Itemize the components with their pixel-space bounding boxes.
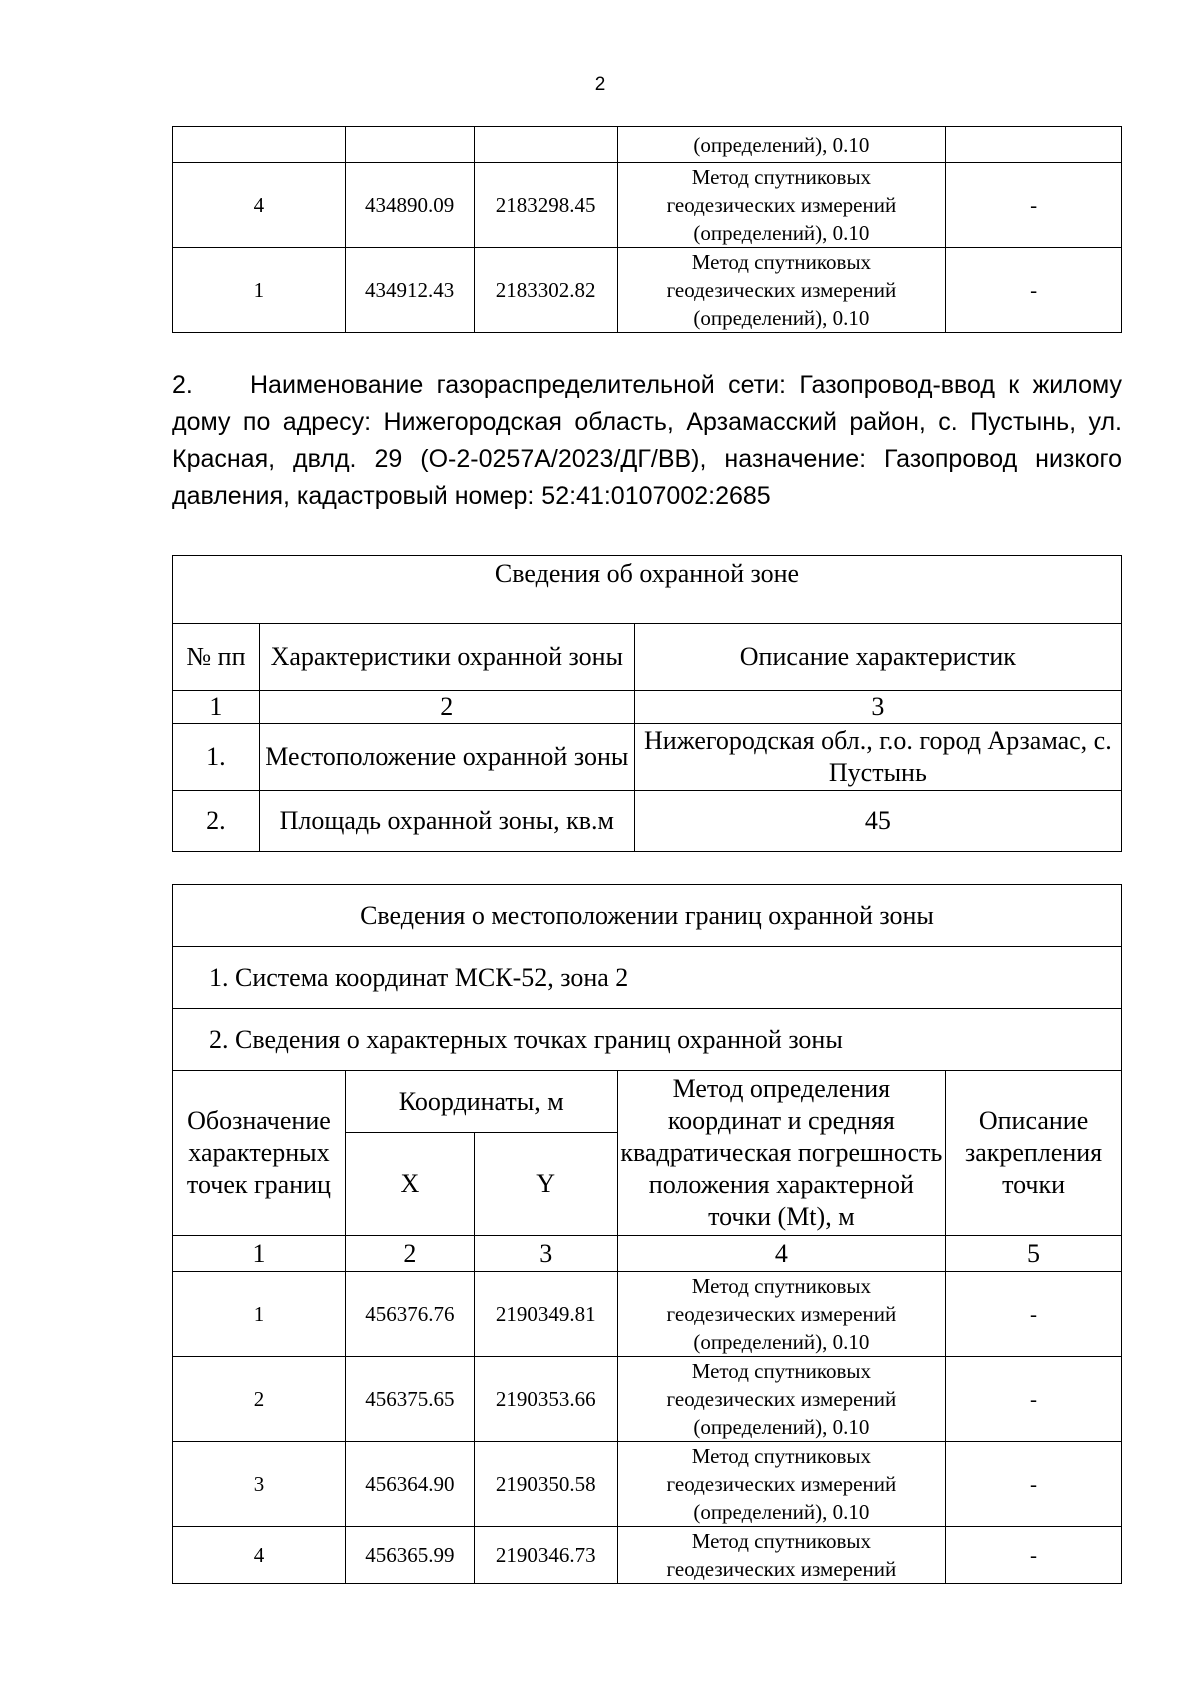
table-row — [173, 1357, 1122, 1442]
table-row — [173, 248, 1122, 333]
page-number: 2 — [594, 74, 606, 95]
method-cell — [617, 1527, 945, 1584]
row-number: 2. — [173, 791, 260, 852]
method-line: геодезических измерений — [666, 1387, 897, 1411]
point-description: - — [946, 1357, 1122, 1442]
method-line: (определений), 0.10 — [693, 306, 870, 330]
method-line: Метод спутниковых — [691, 1444, 872, 1468]
column-number: 2 — [345, 1236, 474, 1272]
point-number: 2 — [173, 1357, 346, 1442]
method-line: (определений), 0.10 — [693, 221, 870, 245]
column-header: Y — [474, 1133, 617, 1236]
method-cell — [617, 163, 946, 248]
table-title-row — [173, 556, 1122, 624]
method-cell: (определений), 0.10 — [617, 127, 946, 163]
boundary-coordinates-table — [172, 884, 1122, 1584]
protection-zone-table — [172, 555, 1122, 852]
column-number: 3 — [634, 691, 1121, 724]
point-number: 1 — [173, 1272, 346, 1357]
method-line: геодезических измерений — [666, 1557, 897, 1581]
column-number: 4 — [617, 1236, 945, 1272]
point-description: - — [946, 1272, 1122, 1357]
section-number: 2. — [172, 371, 193, 399]
table-row — [173, 163, 1122, 248]
point-number: 4 — [173, 163, 346, 248]
coord-x: 434912.43 — [345, 248, 474, 333]
method-line: Метод спутниковых — [691, 1274, 872, 1298]
column-header: Описание закрепления точки — [946, 1071, 1122, 1236]
coordinate-system: 1. Система координат МСК-52, зона 2 — [173, 947, 1122, 1009]
coord-x: 456364.90 — [345, 1442, 474, 1527]
point-description: - — [946, 1527, 1122, 1584]
point-number: 3 — [173, 1442, 346, 1527]
table-row — [173, 1272, 1122, 1357]
coord-x: 456365.99 — [345, 1527, 474, 1584]
coord-x: 456375.65 — [345, 1357, 474, 1442]
point-description: - — [946, 163, 1122, 248]
coord-y: 2190350.58 — [474, 1442, 617, 1527]
column-header: X — [345, 1133, 474, 1236]
method-line: геодезических измерений — [666, 278, 897, 302]
method-cell — [617, 1442, 945, 1527]
points-title-row — [173, 1009, 1122, 1071]
method-line: (определений), 0.10 — [693, 1415, 870, 1439]
method-cell — [617, 1357, 945, 1442]
table-row — [173, 1442, 1122, 1527]
column-header: Обозначение характерных точек границ — [173, 1071, 346, 1236]
method-cell — [617, 248, 946, 333]
points-title: 2. Сведения о характерных точках границ охранной зоны — [173, 1009, 1122, 1071]
column-header: Метод определения координат и средняя квадратическая погрешность положения характерной точки (Mt), м — [617, 1071, 945, 1236]
coord-y: 2190349.81 — [474, 1272, 617, 1357]
method-line: Метод спутниковых — [691, 1529, 872, 1553]
column-number: 3 — [474, 1236, 617, 1272]
column-number-row — [173, 691, 1122, 724]
table-title: Сведения о местоположении границ охранной зоны — [173, 885, 1122, 947]
continued-coordinates-table — [172, 126, 1122, 333]
table-header-row — [173, 624, 1122, 691]
point-number: 4 — [173, 1527, 346, 1584]
column-number: 1 — [173, 1236, 346, 1272]
section-text: Наименование газораспределительной сети: Газопровод-ввод к жилому дому по адресу: Нижегородская область, Арзамасский район, с. Пустынь, ул. Красная, двлд. 29 (О-2-0257А/2023/ДГ/ВВ), назначение: Газопровод низкого давления, кадастровый номер: 52:41:0107002:2685 — [172, 371, 1122, 510]
coord-x: 434890.09 — [345, 163, 474, 248]
table-title: Сведения об охранной зоне — [173, 556, 1122, 624]
point-number: 1 — [173, 248, 346, 333]
table-row — [173, 1527, 1122, 1584]
coord-y: 2183298.45 — [474, 163, 617, 248]
table-row — [173, 127, 1122, 163]
method-line: Метод спутниковых — [691, 165, 872, 189]
description-cell: 45 — [634, 791, 1121, 852]
coord-y: 2190346.73 — [474, 1527, 617, 1584]
characteristic-cell: Местоположение охранной зоны — [259, 724, 634, 791]
point-description: - — [946, 248, 1122, 333]
method-line: Метод спутниковых — [691, 250, 872, 274]
method-line: геодезических измерений — [666, 193, 897, 217]
column-number: 2 — [259, 691, 634, 724]
coordinate-system-row — [173, 947, 1122, 1009]
method-line: геодезических измерений — [666, 1472, 897, 1496]
method-line: геодезических измерений — [666, 1302, 897, 1326]
description-cell: Нижегородская обл., г.о. город Арзамас, с. Пустынь — [634, 724, 1121, 791]
table-row — [173, 791, 1122, 852]
column-header: Описание характеристик — [634, 624, 1121, 691]
row-number: 1. — [173, 724, 260, 791]
section-2-paragraph — [172, 367, 1122, 515]
column-header: № пп — [173, 624, 260, 691]
method-cell — [617, 1272, 945, 1357]
method-line: (определений), 0.10 — [693, 1500, 870, 1524]
method-line: Метод спутниковых — [691, 1359, 872, 1383]
point-description: - — [946, 1442, 1122, 1527]
coord-y: 2190353.66 — [474, 1357, 617, 1442]
column-header: Характеристики охранной зоны — [259, 624, 634, 691]
column-number: 1 — [173, 691, 260, 724]
table-row — [173, 724, 1122, 791]
method-line: (определений), 0.10 — [693, 1330, 870, 1354]
coord-x: 456376.76 — [345, 1272, 474, 1357]
column-header: Координаты, м — [345, 1071, 617, 1133]
coord-y: 2183302.82 — [474, 248, 617, 333]
table-header-row — [173, 1071, 1122, 1133]
table-title-row — [173, 885, 1122, 947]
characteristic-cell: Площадь охранной зоны, кв.м — [259, 791, 634, 852]
column-number: 5 — [946, 1236, 1122, 1272]
column-number-row — [173, 1236, 1122, 1272]
